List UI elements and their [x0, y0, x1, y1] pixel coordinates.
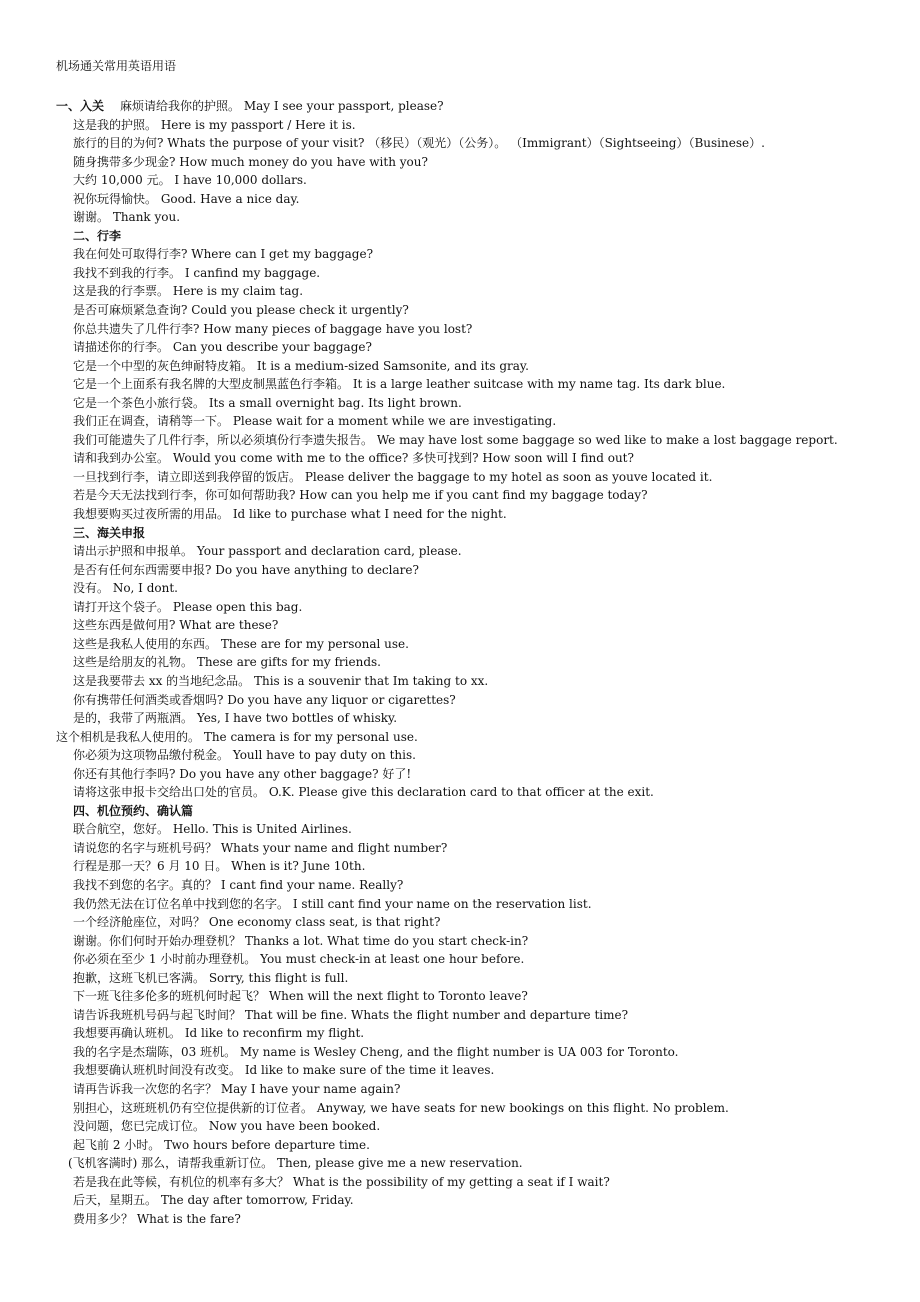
section-3-line-12: 你还有其他行李吗? Do you have any other baggage? 好了! — [73, 766, 412, 781]
section-2-line-0: 我在何处可取得行李? Where can I get my baggage? — [73, 247, 374, 262]
section-2-line-9: 我们正在调查，请稍等一下。 Please wait for a moment while we are investigating. — [73, 414, 557, 429]
section-3-line-7: 这是我要带去 xx 的当地纪念品。 This is a souvenir that Im taking to xx. — [73, 673, 489, 688]
section-4-line-5: 一个经济舱座位，对吗？ One economy class seat, is that right? — [73, 915, 441, 930]
section-1-line-2: 旅行的目的为何? Whats the purpose of your visit? （移民）（观光）（公务）。 （Immigrant）（Sightseeing）（Businese）. — [73, 136, 765, 151]
section-4-line-19: 若是我在此等候，有机位的机率有多大？ What is the possibility of my getting a seat if I wait? — [73, 1174, 610, 1189]
section-2-line-1: 我找不到我的行李。 I canfind my baggage. — [73, 265, 321, 280]
section-4-line-16: 没问题，您已完成订位。 Now you have been booked. — [73, 1119, 381, 1134]
section-2-line-12: 一旦找到行李，请立即送到我停留的饭店。 Please deliver the baggage to my hotel as soon as youve located it. — [73, 469, 713, 484]
section-4-heading: 四、机位预约、确认篇 — [73, 803, 194, 818]
section-2-line-14: 我想要购买过夜所需的用品。 Id like to purchase what I need for the night. — [73, 507, 507, 522]
document-title: 机场通关常用英语用语 — [56, 59, 177, 73]
section-4-line-11: 我想要再确认班机。 Id like to reconfirm my flight. — [73, 1026, 365, 1041]
section-4-line-1: 请说您的名字与班机号码？ Whats your name and flight number? — [73, 840, 448, 855]
section-2-line-2: 这是我的行李票。 Here is my claim tag. — [73, 284, 304, 299]
section-4-line-0: 联合航空，您好。 Hello. This is United Airlines. — [73, 822, 352, 837]
section-1-first-line — [0, 97, 920, 116]
section-4-line-8: 抱歉，这班飞机已客满。 Sorry, this flight is full. — [73, 970, 349, 985]
section-4-line-6: 谢谢。你们何时开始办理登机？ Thanks a lot. What time do you start check-in? — [73, 933, 529, 948]
section-3-line-1: 是否有任何东西需要申报? Do you have anything to declare? — [73, 562, 419, 577]
section-2-line-10: 我们可能遗失了几件行李，所以必须填份行李遗失报告。 We may have lost some baggage so wed like to make a lost baggage report. — [73, 432, 838, 447]
section-1-line-0: 麻烦请给我你的护照。 May I see your passport, please? — [120, 99, 444, 113]
section-1-line-3: 随身携带多少现金? How much money do you have with you? — [73, 154, 428, 169]
section-4-line-17: 起飞前 2 小时。 Two hours before departure time. — [73, 1137, 370, 1152]
section-3-line-9: 是的，我带了两瓶酒。 Yes, I have two bottles of whisky. — [73, 711, 398, 726]
section-3-line-4: 这些东西是做何用? What are these? — [73, 618, 279, 633]
section-4-line-20: 后天，星期五。 The day after tomorrow, Friday. — [73, 1193, 354, 1208]
section-4-line-18: (飞机客满时) 那么，请帮我重新订位。 Then, please give me a new reservation. — [68, 1156, 523, 1171]
section-2-line-7: 它是一个上面系有我名牌的大型皮制黑蓝色行李箱。 It is a large leather suitcase with my name tag. Its dark blue. — [73, 377, 726, 392]
section-3-line-5: 这些是我私人使用的东西。 These are for my personal use. — [73, 636, 409, 651]
section-4-line-21: 费用多少？ What is the fare? — [73, 1211, 241, 1226]
section-1-line-4: 大约 10,000 元。 I have 10,000 dollars. — [73, 173, 307, 188]
section-3-line-0: 请出示护照和申报单。 Your passport and declaration card, please. — [73, 544, 462, 559]
section-3-line-3: 请打开这个袋子。 Please open this bag. — [73, 599, 303, 614]
section-3-heading: 三、海关申报 — [73, 525, 146, 540]
section-4-line-15: 别担心，这班班机仍有空位提供新的订位者。 Anyway, we have seats for new bookings on this flight. No problem. — [73, 1100, 729, 1115]
section-3-line-8: 你有携带任何酒类或香烟吗? Do you have any liquor or cigarettes? — [73, 692, 456, 707]
section-1-line-1: 这是我的护照。 Here is my passport / Here it is. — [73, 117, 356, 132]
section-4-line-12: 我的名字是杰瑞陈，03 班机。 My name is Wesley Cheng, and the flight number is UA 003 for Toronto. — [73, 1044, 679, 1059]
section-2-line-6: 它是一个中型的灰色绅耐特皮箱。 It is a medium-sized Samsonite, and its gray. — [73, 358, 529, 373]
section-4-line-9: 下一班飞往多伦多的班机何时起飞？ When will the next flight to Toronto leave? — [73, 989, 528, 1004]
document-body — [0, 97, 920, 1228]
section-2-line-11: 请和我到办公室。 Would you come with me to the office? 多快可找到? How soon will I find out? — [73, 451, 634, 466]
section-3-line-2: 没有。 No, I dont. — [73, 581, 178, 596]
section-3-line-11: 你必须为这项物品缴付税金。 Youll have to pay duty on this. — [73, 748, 416, 763]
section-2-line-5: 请描述你的行李。 Can you describe your baggage? — [73, 340, 372, 355]
section-1-line-6: 谢谢。 Thank you. — [73, 210, 181, 225]
section-2-heading: 二、行李 — [73, 228, 122, 243]
section-4-line-4: 我仍然无法在订位名单中找到您的名字。 I still cant find your name on the reservation list. — [73, 896, 592, 911]
section-2-line-4: 你总共遗失了几件行李? How many pieces of baggage have you lost? — [73, 321, 473, 336]
section-1-heading: 一、入关 — [56, 99, 105, 113]
section-2-line-13: 若是今天无法找到行李，你可如何帮助我? How can you help me if you cant find my baggage today? — [73, 488, 648, 503]
section-3-line-13: 请将这张申报卡交给出口处的官员。 O.K. Please give this declaration card to that officer at the exit. — [73, 785, 654, 800]
section-2-line-8: 它是一个茶色小旅行袋。 Its a small overnight bag. Its light brown. — [73, 395, 462, 410]
section-1-line-5: 祝你玩得愉快。 Good. Have a nice day. — [73, 191, 300, 206]
section-4-line-10: 请告诉我班机号码与起飞时间？ That will be fine. Whats the flight number and departure time? — [73, 1007, 629, 1022]
section-4-line-13: 我想要确认班机时间没有改变。 Id like to make sure of the time it leaves. — [73, 1063, 495, 1078]
section-2-line-3: 是否可麻烦紧急查询? Could you please check it urgently? — [73, 303, 409, 318]
section-3-line-10: 这个相机是我私人使用的。 The camera is for my personal use. — [56, 729, 418, 744]
section-4-line-2: 行程是那一天？6 月 10 日。 When is it? June 10th. — [73, 859, 366, 874]
section-4-line-3: 我找不到您的名字。真的？ I cant find your name. Really? — [73, 877, 404, 892]
section-3-line-6: 这些是给朋友的礼物。 These are gifts for my friends. — [73, 655, 381, 670]
section-4-line-14: 请再告诉我一次您的名字？ May I have your name again? — [73, 1081, 401, 1096]
section-4-line-7: 你必须在至少 1 小时前办理登机。 You must check-in at least one hour before. — [73, 952, 525, 967]
